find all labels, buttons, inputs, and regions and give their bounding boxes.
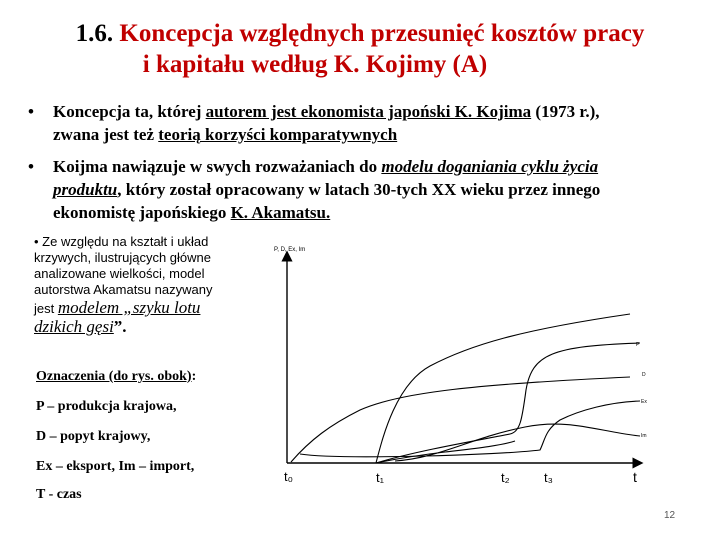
legend-colon: :	[191, 369, 197, 384]
bullet-2-dot: •	[28, 157, 34, 176]
series-label-ex: Ex	[641, 399, 647, 405]
series-label-d: D	[642, 372, 646, 378]
side-line-2: krzywych, ilustrujących główne	[34, 250, 212, 265]
curve-d	[291, 377, 630, 462]
y-axis-label: P, D, Ex, Im	[274, 247, 306, 253]
bullet-2-text-a: Koijma nawiązuje w swych rozważaniach do	[53, 157, 382, 176]
side-line-4: autorstwa Akamatsu nazywany	[34, 282, 213, 297]
legend-heading: Oznaczenia (do rys. obok)	[36, 369, 192, 384]
side-quote-end: ”.	[113, 317, 127, 336]
tick-t3: t₃	[544, 470, 553, 485]
title-line-2: i kapitału według K. Kojimy (A)	[142, 51, 488, 78]
series-label-p: P	[636, 342, 640, 348]
curve-d-tail	[376, 441, 515, 463]
tick-t0: t₀	[284, 469, 294, 484]
bullet-1-text-b: zwana jest też	[53, 125, 159, 144]
bullet-1-dot: •	[28, 102, 34, 121]
page-number: 12	[664, 510, 676, 521]
bullet-2-text-b: , który został opracowany w latach 30-tych XX wieku przez innego	[117, 180, 601, 199]
legend-d: D – popyt krajowy,	[36, 429, 151, 444]
tick-t: t	[633, 469, 637, 485]
curve-p	[376, 314, 630, 463]
bullet-1-year: (1973 r.),	[531, 102, 600, 121]
side-line-5a: jest	[34, 301, 58, 316]
legend-p: P – produkcja krajowa,	[36, 399, 177, 414]
side-line-1: • Ze względu na kształt i układ	[34, 234, 209, 249]
bullet-2-akamatsu: K. Akamatsu.	[230, 203, 331, 222]
tick-t2: t₂	[501, 470, 510, 485]
title-line-1: Koncepcja względnych przesunięć kosztów pracy	[119, 20, 645, 47]
curve-im	[376, 343, 640, 463]
bullet-1-theory: teorią korzyści komparatywnych	[158, 125, 398, 144]
curve-ex	[300, 401, 640, 457]
bullet-2-model: modelu doganiania cyklu życia	[381, 157, 599, 176]
bullet-2-product: produktu	[53, 180, 118, 199]
bullet-1-author: autorem jest ekonomista japoński K. Kojima	[205, 102, 532, 121]
side-line-3: analizowane wielkości, model	[34, 266, 205, 281]
legend-t: T - czas	[36, 487, 82, 502]
series-label-im: Im	[641, 433, 647, 439]
tick-t1: t₁	[376, 470, 384, 485]
side-model-name: modelem „szyku lotu	[57, 298, 201, 317]
bullet-2-text-c: ekonomistę japońskiego	[53, 203, 231, 222]
side-model-name-2: dzikich gęsi	[34, 317, 114, 336]
title-number: 1.6.	[75, 20, 114, 47]
legend-ex-im: Ex – eksport, Im – import,	[36, 459, 195, 474]
bullet-1-text-a: Koncepcja ta, której	[53, 102, 206, 121]
